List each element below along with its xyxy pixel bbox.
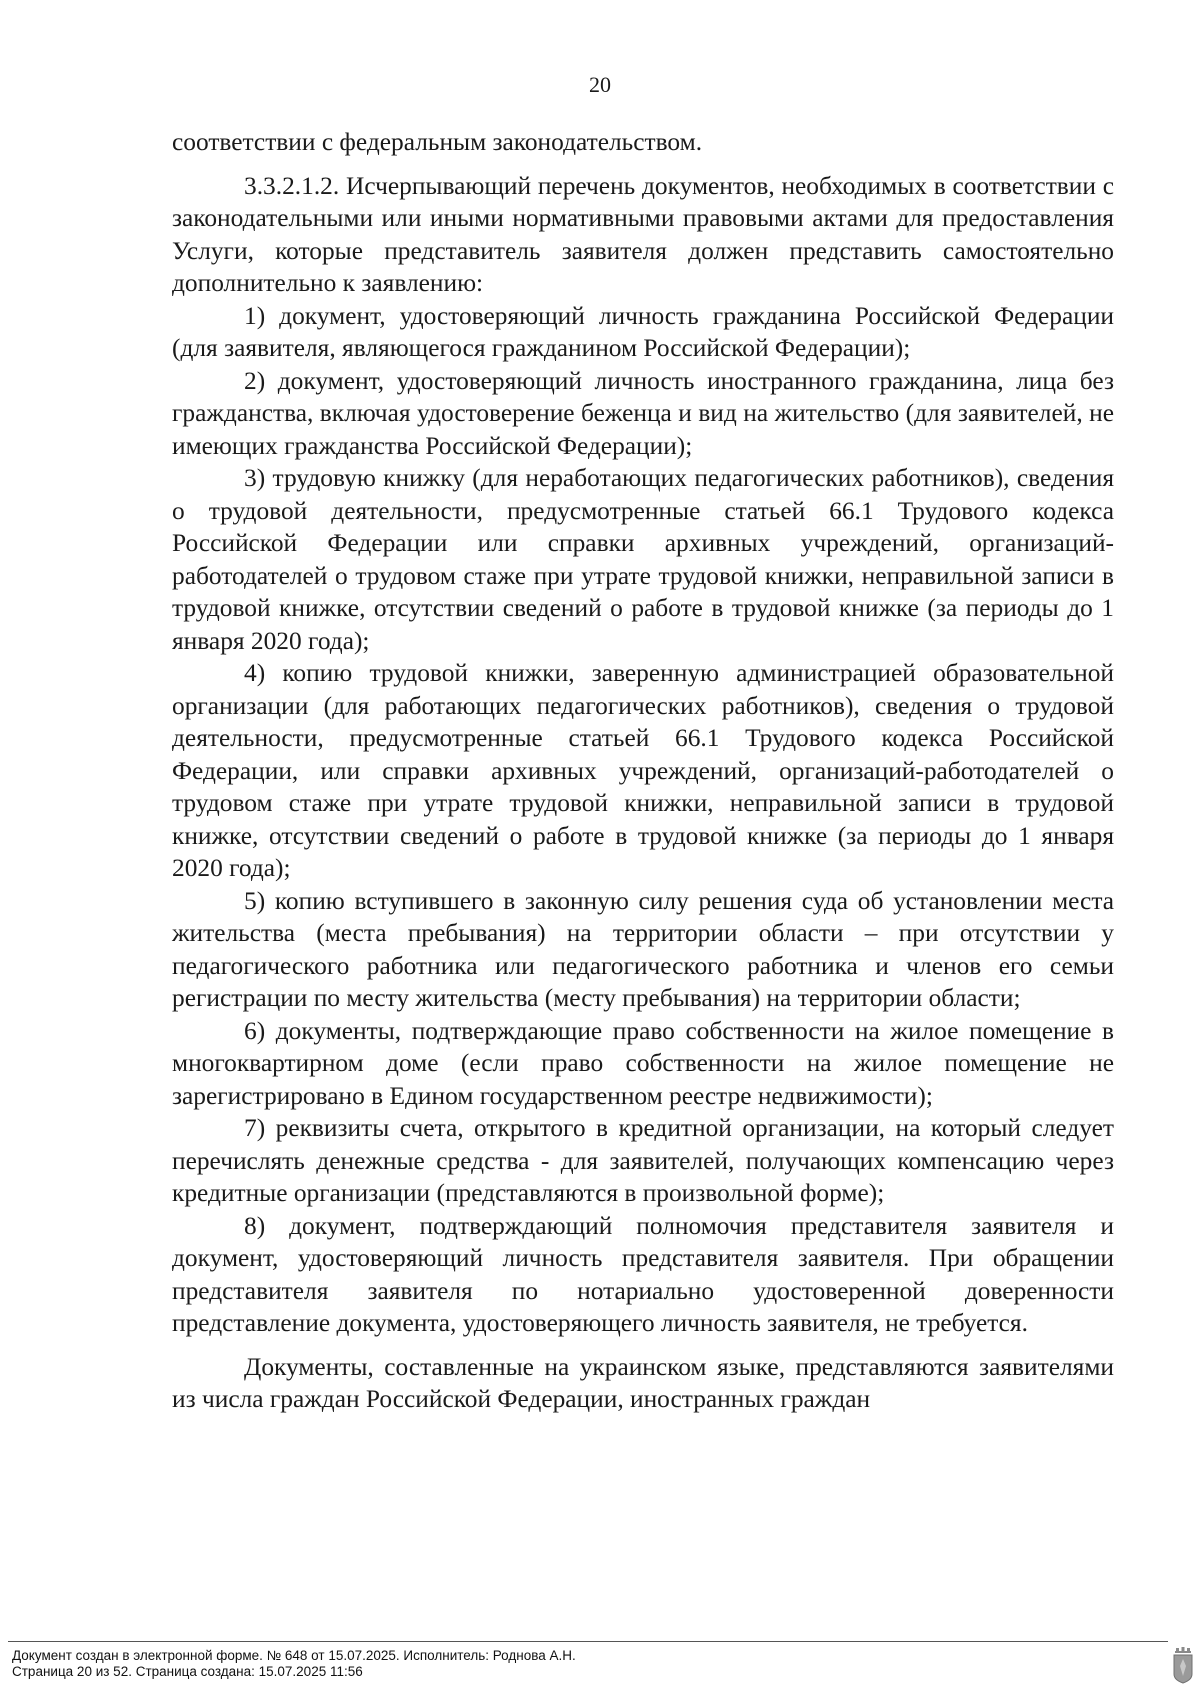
footer-document-info: Документ создан в электронной форме. № 648 от 15.07.2025. Исполнитель: Роднова А.Н. xyxy=(12,1648,576,1663)
list-item-5: 5) копию вступившего в законную силу решения суда об установлении места жительства (места пребывания) на территории области – при отсутствии у педагогического работника или педагогического работника и членов его семьи регистрации по месту жительства (месту пребывания) на территории области; xyxy=(172,886,1114,1012)
paragraph-continuation: соответствии с федеральным законодательством. xyxy=(172,128,703,156)
list-item-7: 7) реквизиты счета, открытого в кредитной организации, на который следует перечислять денежные средства - для заявителей, получающих компенсацию через кредитные организации (представляются в произвольной форме); xyxy=(172,1114,1114,1207)
footer-page-info: Страница 20 из 52. Страница создана: 15.07.2025 11:56 xyxy=(12,1664,363,1679)
paragraph-3-3-2-1-2: 3.3.2.1.2. Исчерпывающий перечень документов, необходимых в соответствии с законодательными или иными нормативными правовыми актами для предоставления Услуги, которые представитель заявителя должен представить самостоятельно дополнительно к заявлению: xyxy=(172,171,1114,297)
list-item-6: 6) документы, подтверждающие право собственности на жилое помещение в многоквартирном доме (если право собственности на жилое помещение не зарегистрировано в Едином государственном реестре недвижимости); xyxy=(172,1016,1114,1110)
list-item-3: 3) трудовую книжку (для неработающих педагогических работников), сведения о трудовой деятельности, предусмотренные статьей 66.1 Трудового кодекса Российской Федерации или справки архивных учреждений, организаций-работодателей о трудовом стаже при утрате трудовой книжки, неправильной записи в трудовой книжке, отсутствии сведений о работе в трудовой книжке (за периоды до 1 января 2020 года); xyxy=(172,464,1114,655)
document-footer xyxy=(12,1648,576,1680)
coat-of-arms-icon xyxy=(1172,1646,1194,1684)
footer-divider xyxy=(8,1641,1168,1642)
list-item-1: 1) документ, удостоверяющий личность гражданина Российской Федерации (для заявителя, являющегося гражданином Российской Федерации); xyxy=(172,301,1114,362)
page-number: 20 xyxy=(589,72,611,97)
list-item-2: 2) документ, удостоверяющий личность иностранного гражданина, лица без гражданства, включая удостоверение беженца и вид на жительство (для заявителей, не имеющих гражданства Российской Федерации); xyxy=(172,366,1114,460)
list-item-8: 8) документ, подтверждающий полномочия представителя заявителя и документ, удостоверяющий личность представителя заявителя. При обращении представителя заявителя по нотариально удостоверенной доверенности представление документа, удостоверяющего личность заявителя, не требуется. xyxy=(172,1211,1114,1337)
paragraph-ukrainian-documents: Документы, составленные на украинском языке, представляются заявителями из числа граждан Российской Федерации, иностранных граждан xyxy=(172,1352,1114,1413)
document-body xyxy=(172,126,1114,1416)
list-item-4: 4) копию трудовой книжки, заверенную администрацией образовательной организации (для работающих педагогических работников), сведения о трудовой деятельности, предусмотренные статьей 66.1 Трудового кодекса Российской Федерации, или справки архивных учреждений, организаций-работодателей о трудовом стаже при утрате трудовой книжки, неправильной записи в трудовой книжке, отсутствии сведений о работе в трудовой книжке (за периоды до 1 января 2020 года); xyxy=(172,659,1114,882)
